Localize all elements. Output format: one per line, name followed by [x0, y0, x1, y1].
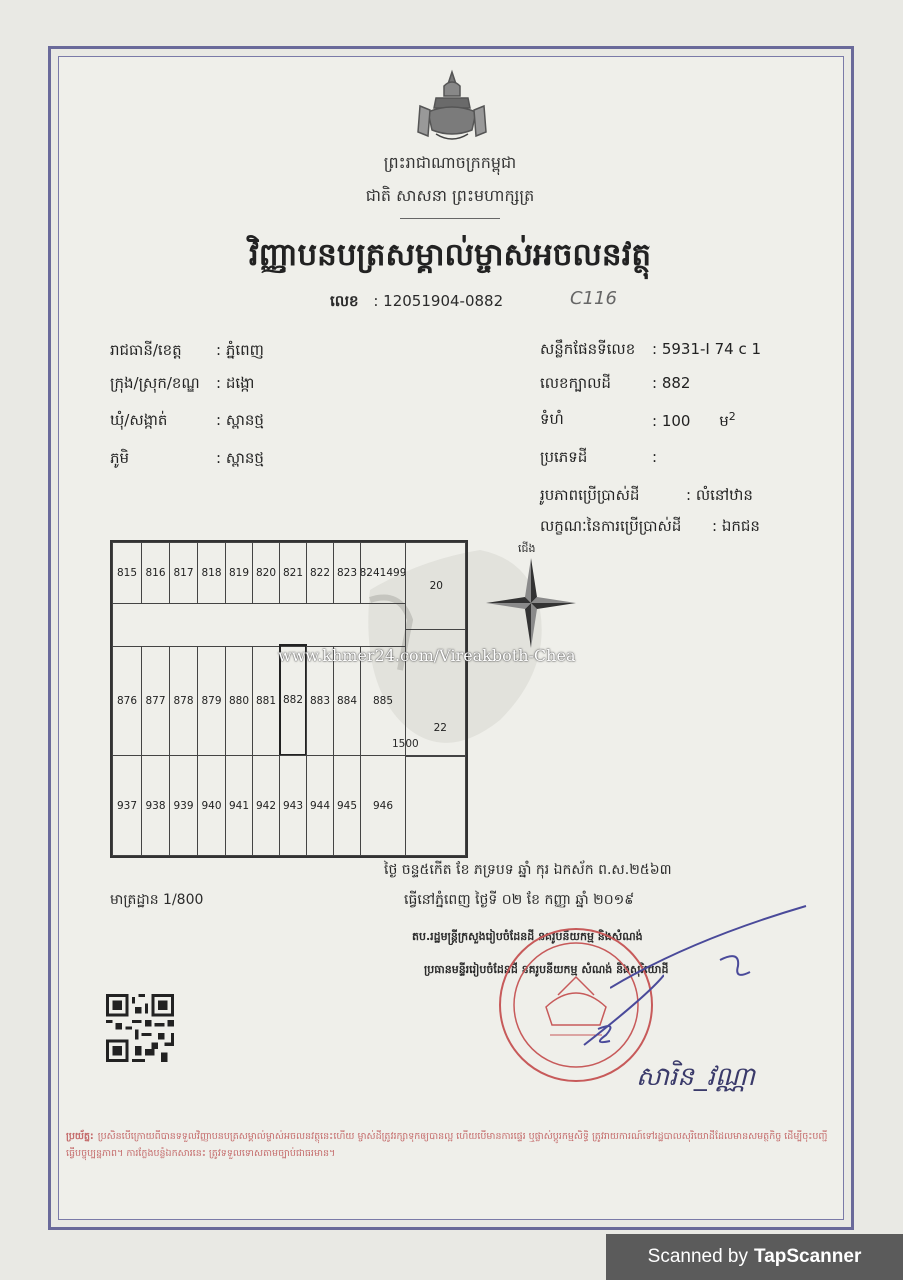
parcel-cell: 876 — [112, 646, 142, 756]
province-value: : ភ្នំពេញ — [216, 341, 264, 359]
parcel-cell: 8241499 — [360, 542, 406, 604]
parcel-cell: 822 — [306, 542, 334, 604]
royal-emblem-icon — [414, 66, 490, 146]
district-value: : ដង្កោ — [216, 374, 255, 392]
area-unit-superscript: 2 — [728, 410, 736, 423]
signer-name: សារិន_វណ្ណា — [636, 1062, 756, 1092]
handwritten-note: C116 — [570, 288, 617, 309]
parcel-cell: 945 — [333, 755, 361, 856]
lunar-date-line: ថ្ងៃ ចន្ទ៥កើត ខែ ភទ្របទ ឆ្នាំ កុរ ឯកស័ក ព.ស.២៥៦៣ — [384, 862, 672, 878]
road-strip — [112, 603, 406, 647]
parcel-cell-large — [405, 755, 466, 856]
commune-value: : ស្ពានថ្ម — [216, 411, 264, 429]
decorative-divider — [400, 218, 500, 219]
parcel-number-value: : 882 — [652, 374, 691, 392]
department-line: ប្រធានមន្ទីររៀបចំដែនដី នគរូបនីយកម្ម សំណង់ និងសុរិយោដី — [424, 963, 669, 976]
parcel-cell: 946 — [360, 755, 406, 856]
map-sheet-label: សន្លឹកផែនទីលេខ — [540, 340, 636, 358]
parcel-map — [110, 540, 468, 858]
watermark-text: www.khmer24.com/Vireakboth-Chea — [278, 646, 576, 665]
parcel-number-label: លេខក្បាលដី — [540, 374, 611, 392]
warning-notice-label: ប្រយ័ត្ន: — [66, 1131, 94, 1142]
warning-notice — [66, 1128, 836, 1162]
parcel-cell: 878 — [169, 646, 198, 756]
signature-icon — [610, 900, 810, 990]
certificate-number-label: លេខ — [330, 292, 359, 310]
parcel-cell: 821 — [279, 542, 307, 604]
parcel-cell: 818 — [197, 542, 226, 604]
province-label: រាជធានី/ខេត្ត — [110, 341, 182, 359]
issue-date-line: ធ្វើនៅភ្នំពេញ ថ្ងៃទី ០២ ខែ កញ្ញា ឆ្នាំ ២០១៩ — [404, 892, 635, 908]
parcel-cell: 816 — [141, 542, 170, 604]
parcel-cell: 942 — [252, 755, 280, 856]
parcel-cell: 885 — [360, 646, 406, 756]
area-label: ទំហំ — [540, 410, 564, 428]
warning-notice-text: ប្រសិនបើក្រោយពីបានទទួលវិញ្ញាបនបត្រសម្គាល់ម្ចាស់អចលនវត្ថុនេះហើយ ម្ចាស់ដីត្រូវរក្សាទុកឲ្យបានល្អ ហើយបើមានការផ្ទេរ ឬផ្លាស់ប្តូរកម្មសិទ្ធិ ត្រូវរាយការណ៍ទៅរដ្ឋបាលសុរិយោដីដែលមានសមត្ថកិច្ច ដើម្បីចុះបញ្ជីធ្វើបច្ចុប្បន្នភាព។ ការក្លែងបន្លំឯកសារនេះ ត្រូវទទួលទោសតាមច្បាប់ជាធរមាន។ — [66, 1131, 828, 1159]
ministry-line: តប.រដ្ឋមន្ត្រីក្រសួងរៀបចំដែនដី នគរូបនីយកម្ម និងសំណង់ — [412, 930, 643, 943]
map-scale: មាត្រដ្ឋាន 1/800 — [110, 892, 204, 908]
scanner-banner — [606, 1234, 903, 1280]
parcel-cell: 819 — [225, 542, 253, 604]
village-value: : ស្ពានថ្ម — [216, 449, 264, 467]
parcel-cell: 943 — [279, 755, 307, 856]
parcel-cell: 820 — [252, 542, 280, 604]
parcel-cell: 815 — [112, 542, 142, 604]
parcel-cell: 941 — [225, 755, 253, 856]
certificate-title: វិញ្ញាបនបត្រសម្គាល់ម្ចាស់អចលនវត្ថុ — [248, 237, 652, 273]
land-type-value: : — [652, 448, 658, 466]
parcel-cell-highlighted: 882 — [279, 644, 307, 756]
qr-code-icon — [106, 994, 174, 1062]
land-use-label: រូបភាពប្រើប្រាស់ដី — [540, 486, 640, 504]
parcel-cell-large: 20 — [405, 542, 466, 630]
scanner-banner-prefix: Scanned by — [647, 1246, 748, 1267]
parcel-cell: 880 — [225, 646, 253, 756]
parcel-cell: 884 — [333, 646, 361, 756]
parcel-cell: 881 — [252, 646, 280, 756]
parcel-cell: 817 — [169, 542, 198, 604]
land-use-value: : លំនៅឋាន — [686, 486, 753, 504]
area-value — [652, 410, 736, 434]
north-arrow-icon — [484, 556, 578, 650]
parcel-cell: 939 — [169, 755, 198, 856]
motto-heading: ជាតិ សាសនា ព្រះមហាក្សត្រ — [365, 186, 535, 205]
district-label: ក្រុង/ស្រុក/ខណ្ឌ — [110, 374, 200, 392]
parcel-cell: 944 — [306, 755, 334, 856]
parcel-cell: 879 — [197, 646, 226, 756]
commune-label: ឃុំ/សង្កាត់ — [110, 411, 168, 429]
land-type-label: ប្រភេទដី — [540, 448, 588, 466]
certificate-number — [330, 292, 503, 314]
usage-character-label: លក្ខណៈនៃការប្រើប្រាស់ដី — [540, 517, 682, 535]
parcel-cell: 877 — [141, 646, 170, 756]
parcel-cell: 823 — [333, 542, 361, 604]
area-number: : 100 — [652, 412, 691, 430]
kingdom-heading: ព្រះរាជាណាចក្រកម្ពុជា — [383, 153, 517, 172]
parcel-cell: 940 — [197, 755, 226, 856]
area-unit: ម — [719, 412, 729, 430]
village-label: ភូមិ — [110, 449, 130, 467]
usage-character-value: : ឯកជន — [712, 517, 760, 535]
north-label: ជើង — [518, 542, 536, 555]
certificate-number-value: : 12051904-0882 — [373, 292, 504, 310]
parcel-cell: 883 — [306, 646, 334, 756]
map-sheet-value: : 5931-I 74 c 1 — [652, 340, 762, 358]
parcel-label-extra: 1500 — [392, 738, 419, 750]
parcel-cell: 937 — [112, 755, 142, 856]
parcel-cell: 938 — [141, 755, 170, 856]
parcel-cell-large: 22 — [405, 629, 466, 757]
scanner-banner-brand: TapScanner — [754, 1246, 862, 1267]
